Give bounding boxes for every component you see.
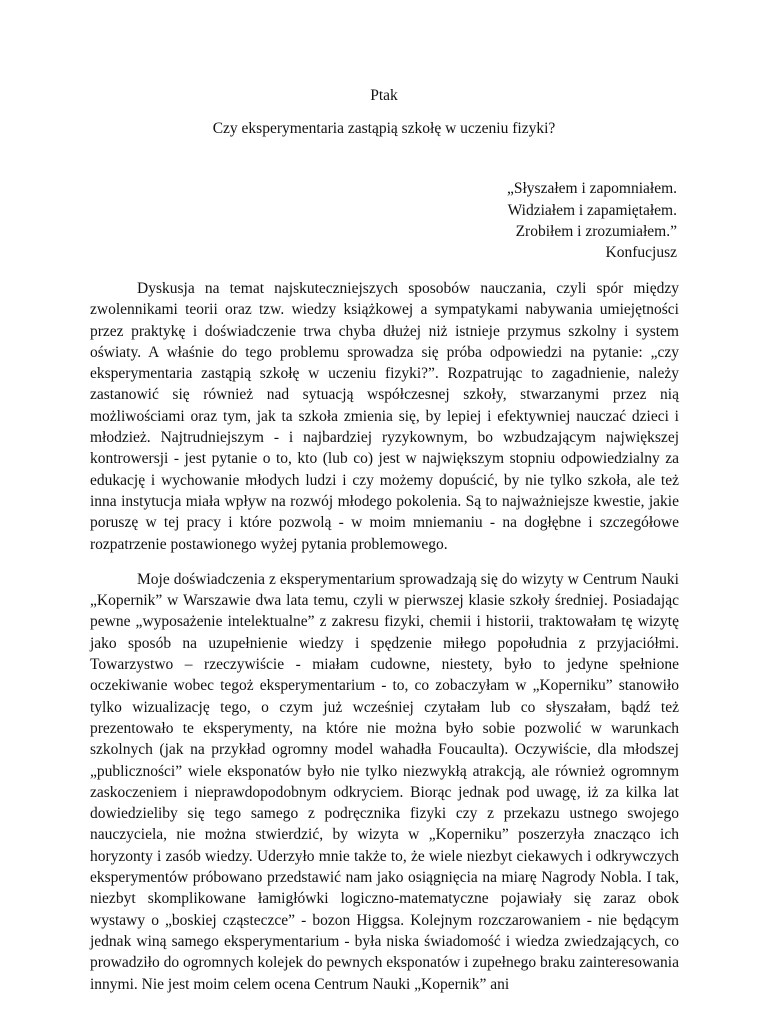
essay-body — [90, 278, 679, 1009]
epigraph-quote — [507, 178, 677, 243]
paragraph: Moje doświadczenia z eksperymentarium sprowadzają się do wizyty w Centrum Nauki „Kopernik” w Warszawie dwa lata temu, czyli w pierwszej klasie szkoły średniej. Posiadając pewne „wyposażenie intelektualne” z zakresu fizyki, chemii i historii, traktowałam tę wizytę jako sposób na uzupełnienie wiedzy i spędzenie miłego popołudnia z przyjaciółmi. Towarzystwo – rzeczywiście - miałam cudowne, niestety, było to jedyne spełnione oczekiwanie wobec tegoż eksperymentarium - to, co zobaczyłam w „Koperniku” stanowiło tylko wizualizację tego, o czym już wcześniej czytałam lub co słyszałam, bądź też prezentowało te eksperymenty, na które nie można było sobie pozwolić w warunkach szkolnych (jak na przykład ogromny model wahadła Foucaulta). Oczywiście, dla młodszej „publiczności” wiele eksponatów było nie tylko niezwykłą atrakcją, ale również ogromnym zaskoczeniem i nieprawdopodobnym odkryciem. Biorąc jednak pod uwagę, iż za kilka lat dowiedzieliby się tego samego z podręcznika fizyki czy z przekazu ustnego swojego nauczyciela, nie można stwierdzić, by wizyta w „Koperniku” poszerzyła znacząco ich horyzonty i zasób wiedzy. Uderzyło mnie także to, że wiele niezbyt ciekawych i odkrywczych eksperymentów próbowano przedstawić nam jako osiągnięcia na miarę Nagrody Nobla. I tak, niezbyt skomplikowane łamigłówki logiczno-matematyczne pojawiały się zaraz obok wystawy o „boskiej cząsteczce” - bozon Higgsa. Kolejnym rozczarowaniem - nie będącym jednak winą samego eksperymentarium - była niska świadomość i wiedza zwiedzających, co prowadziło do ogromnych kolejek do pewnych eksponatów i zupełnego braku zainteresowania innymi. Nie jest moim celem ocena Centrum Nauki „Kopernik” ani — [90, 570, 679, 993]
epigraph-line: Zrobiłem i zrozumiałem.” — [515, 223, 677, 240]
epigraph-line: Widziałem i zapamiętałem. — [507, 201, 677, 219]
paragraph: Dyskusja na temat najskuteczniejszych sposobów nauczania, czyli spór między zwolennikami teorii oraz tzw. wiedzy książkowej a sympatykami nabywania umiejętności przez praktykę i doświadczenie trwa chyba dłużej niż istnieje przymus szkolny i system oświaty. A właśnie do tego problemu sprowadza się próba odpowiedzi na pytanie: „czy eksperymentaria zastąpią szkołę w uczeniu fizyki?”. Rozpatrując to zagadnienie, należy zastanowić się również nad sytuacją współczesnej szkoły, stwarzanymi przez nią możliwościami oraz tym, jak ta szkoła zmienia się, by lepiej i efektywniej nauczać dzieci i młodzież. Najtrudniejszym - i najbardziej ryzykownym, bo wzbudzającym największej kontrowersji - jest pytanie o to, kto (lub co) jest w największym stopniu odpowiedzialny za edukację i wychowanie młodych ludzi i czy możemy dopuścić, by nie tylko szkoła, ale też inna instytucja miała wpływ na rozwój młodego pokolenia. Są to najważniejsze kwestie, jakie poruszę w tej pracy i które pozwolą - w moim mniemaniu - na dogłębne i szczegółowe rozpatrzenie postawionego wyżej pytania problemowego. — [90, 280, 679, 553]
author-name: Ptak — [370, 87, 398, 104]
epigraph-author: Konfucjusz — [605, 244, 677, 261]
epigraph-line: „Słyszałem i zapomniałem. — [506, 180, 677, 197]
essay-title: Czy eksperymentaria zastąpią szkołę w uczeniu fizyki? — [212, 120, 556, 137]
